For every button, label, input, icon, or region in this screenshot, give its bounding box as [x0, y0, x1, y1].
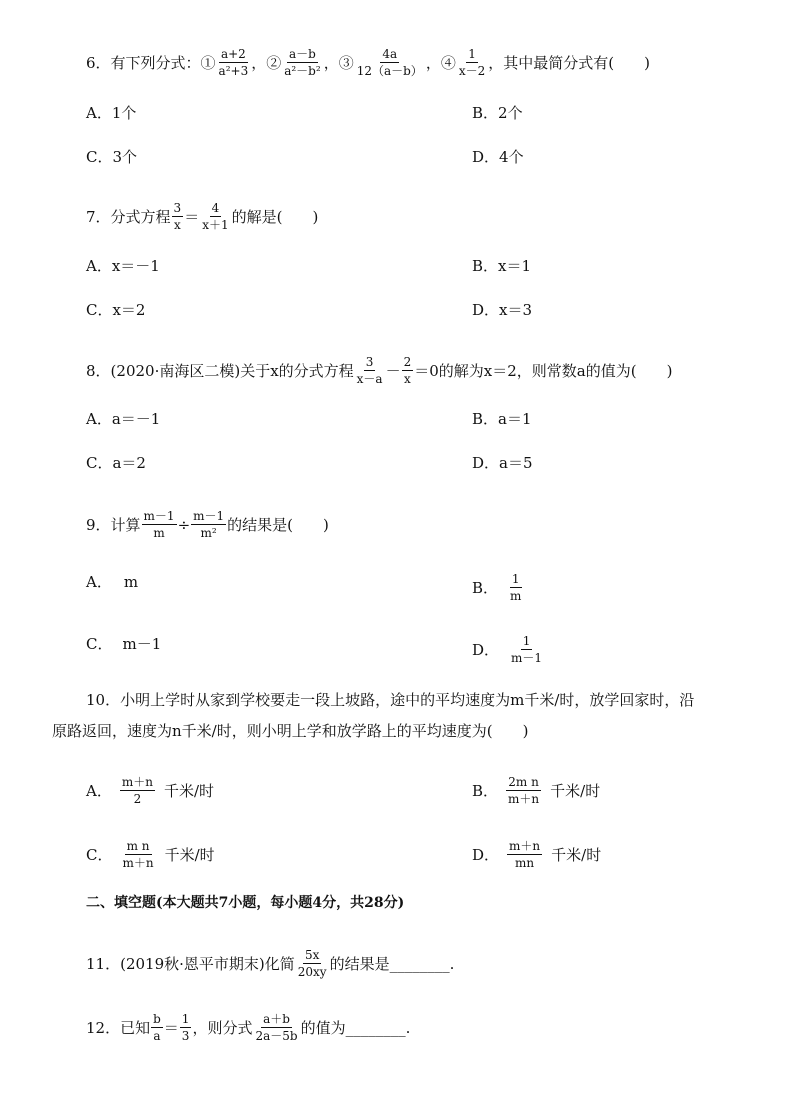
q9-stem-post: 的结果是( ) — [227, 515, 329, 534]
q12-fraction-1 — [151, 1012, 163, 1043]
q8-option-a: A．a＝－1 — [86, 410, 161, 428]
unit-label: 千米/时 — [164, 845, 215, 864]
option-label: B． — [472, 781, 499, 800]
denominator: 2 — [133, 792, 142, 806]
q12-fraction-3 — [253, 1012, 299, 1043]
denominator: x－a — [356, 372, 383, 386]
numerator: 3 — [173, 201, 182, 215]
numerator: m＋n — [121, 775, 153, 789]
separator: ，④ — [425, 53, 456, 72]
denominator: m－1 — [511, 651, 543, 665]
option-label: C． — [86, 635, 113, 653]
denominator: a²+3 — [218, 64, 249, 78]
q10-a-fraction — [120, 775, 155, 806]
q8-stem-pre: 8．(2020·南海区二模)关于x的分式方程 — [86, 361, 354, 380]
q11-fraction — [296, 948, 329, 979]
numerator: m n — [126, 839, 150, 853]
numerator: 1 — [511, 572, 520, 586]
denominator: m＋n — [508, 792, 540, 806]
q10-d-fraction — [507, 839, 542, 870]
option-label: D． — [472, 845, 500, 864]
q7-stem-pre: 7．分式方程 — [86, 207, 171, 226]
q10-option-d — [472, 839, 601, 870]
q12-stem-pre: 12．已知 — [86, 1018, 151, 1037]
q7-option-d: D．x＝3 — [472, 301, 533, 319]
numerator: 1 — [522, 634, 531, 648]
q10-stem-line-1: 10．小明上学时从家到学校要走一段上坡路，途中的平均速度为m千米/时，放学回家时，沿 — [86, 691, 695, 709]
q6-stem-post: ，其中最简分式有( ) — [488, 53, 650, 72]
q10-option-b — [472, 775, 600, 806]
q6-option-a: A．1个 — [86, 104, 137, 122]
q6-option-c: C．3个 — [86, 148, 138, 166]
q8-stem — [86, 355, 672, 386]
q11-stem — [86, 948, 454, 979]
equals-sign: ＝ — [184, 207, 200, 226]
denominator: mn — [515, 856, 535, 870]
q9-option-c — [86, 634, 161, 654]
denominator: m² — [200, 526, 217, 540]
unit-label: 千米/时 — [551, 845, 602, 864]
equals-sign: ＝ — [163, 1018, 179, 1037]
numerator: a－b — [289, 47, 316, 61]
unit-label: 千米/时 — [163, 781, 215, 800]
numerator: a+2 — [220, 47, 246, 61]
q11-stem-post: 的结果是________. — [329, 954, 455, 973]
denominator: x－2 — [458, 64, 486, 78]
q6-fraction-1 — [217, 47, 251, 78]
q7-option-b: B．x＝1 — [472, 257, 532, 275]
option-value: m — [123, 573, 139, 591]
denominator: x＋1 — [202, 218, 229, 232]
q11-stem-pre: 11．(2019秋·恩平市期末)化简 — [86, 954, 295, 973]
section-heading: 二、填空题(本大题共7小题，每小题4分，共28分) — [86, 895, 405, 911]
denominator: a²－b² — [284, 64, 321, 78]
numerator: m－1 — [143, 509, 175, 523]
q7-fraction-2 — [200, 201, 230, 232]
denominator: x — [404, 372, 411, 386]
q8-fraction-1 — [355, 355, 385, 386]
denominator: a — [153, 1029, 161, 1043]
numerator: 2m n — [508, 775, 539, 789]
q8-fraction-2 — [402, 355, 414, 386]
denominator: m — [510, 589, 522, 603]
separator: ，② — [251, 53, 282, 72]
q10-option-c — [86, 839, 215, 870]
q7-fraction-1 — [172, 201, 184, 232]
denominator: 20xy — [297, 965, 327, 979]
q9-b-fraction — [508, 572, 523, 603]
minus-sign: － — [385, 361, 401, 380]
q10-option-a — [86, 775, 214, 806]
denominator: 12（a－b） — [356, 64, 423, 78]
numerator: 3 — [365, 355, 374, 369]
numerator: m＋n — [509, 839, 541, 853]
q6-fraction-4 — [457, 47, 487, 78]
q6-option-d: D．4个 — [472, 148, 524, 166]
numerator: 5x — [304, 948, 320, 962]
numerator: 4 — [211, 201, 220, 215]
q6-option-b: B．2个 — [472, 104, 523, 122]
numerator: 4a — [382, 47, 398, 61]
q12-stem-mid: ，则分式 — [192, 1018, 253, 1037]
option-value: m－1 — [122, 635, 162, 653]
q7-option-c: C．x＝2 — [86, 301, 146, 319]
unit-label: 千米/时 — [550, 781, 601, 800]
q9-stem-pre: 9．计算 — [86, 515, 141, 534]
denominator: x — [173, 218, 181, 232]
separator: ，③ — [323, 53, 354, 72]
q9-d-fraction — [509, 634, 544, 665]
q8-option-b: B．a＝1 — [472, 410, 532, 428]
q10-c-fraction — [120, 839, 155, 870]
q7-option-a: A．x＝－1 — [86, 257, 160, 275]
numerator: 2 — [403, 355, 412, 369]
q9-fraction-1 — [142, 509, 177, 540]
q6-fraction-3 — [355, 47, 425, 78]
q9-option-d — [472, 634, 545, 665]
numerator: m－1 — [193, 509, 225, 523]
numerator: 1 — [468, 47, 476, 61]
denominator: m — [153, 526, 165, 540]
q9-fraction-2 — [191, 509, 226, 540]
q12-stem-post: 的值为________. — [300, 1018, 411, 1037]
denominator: 2a－5b — [255, 1029, 298, 1043]
q8-option-d: D．a＝5 — [472, 454, 533, 472]
q6-fraction-2 — [282, 47, 322, 78]
option-label: B． — [472, 578, 499, 597]
numerator: b — [153, 1012, 161, 1026]
option-label: A． — [86, 781, 112, 800]
q10-stem-line-2: 原路返回，速度为n千米/时，则小明上学和放学路上的平均速度为( ) — [52, 722, 529, 740]
divide-sign: ÷ — [177, 515, 191, 534]
q8-option-c: C．a＝2 — [86, 454, 146, 472]
q10-b-fraction — [506, 775, 541, 806]
numerator: 1 — [181, 1012, 190, 1026]
q12-fraction-2 — [180, 1012, 192, 1043]
q6-stem-pre: 6．有下列分式：① — [86, 53, 216, 72]
option-label: A． — [86, 573, 112, 591]
q9-stem — [86, 509, 329, 540]
q7-stem — [86, 201, 318, 232]
q8-stem-post: ＝0的解为x＝2，则常数a的值为( ) — [414, 361, 673, 380]
q12-stem — [86, 1012, 410, 1043]
numerator: a＋b — [263, 1012, 290, 1026]
denominator: 3 — [181, 1029, 190, 1043]
q9-option-a — [86, 572, 138, 592]
option-label: C． — [86, 845, 113, 864]
option-label: D． — [472, 640, 500, 659]
q6-stem — [86, 47, 650, 78]
q9-option-b — [472, 572, 524, 603]
q7-stem-post: 的解是( ) — [231, 207, 319, 226]
denominator: m＋n — [122, 856, 154, 870]
